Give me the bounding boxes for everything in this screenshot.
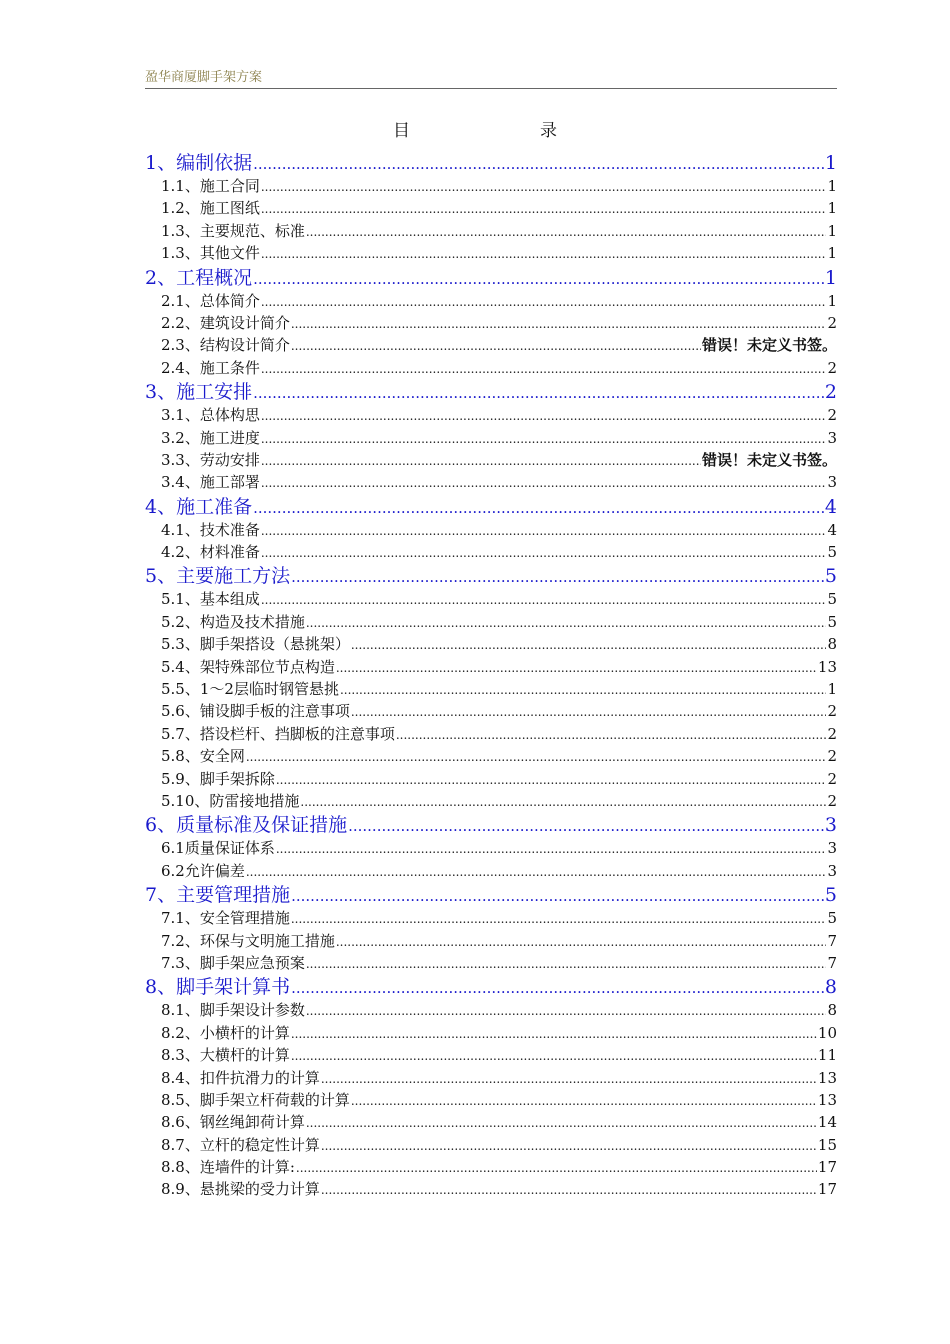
toc-entry-error: 错误！未定义书签。: [701, 336, 837, 355]
toc-entry-label: 2、工程概况: [145, 266, 253, 289]
toc-subsection-entry[interactable]: [145, 907, 837, 929]
toc-section-entry[interactable]: [145, 266, 837, 290]
toc-entry-label: 8.2、小横杆的计算: [161, 1023, 290, 1042]
toc-entry-label: 2.1、总体简介: [161, 291, 260, 310]
toc-entry-label: 8.3、大横杆的计算: [161, 1046, 290, 1065]
toc-entry-label: 8.9、悬挑梁的受力计算: [161, 1180, 320, 1199]
toc-entry-label: 1.2、施工图纸: [161, 199, 260, 218]
dot-leader: [261, 589, 827, 611]
toc-entry-page: 7: [827, 953, 837, 972]
dot-leader: [306, 221, 827, 243]
toc-subsection-entry[interactable]: [145, 471, 837, 493]
toc-entry-label: 2.4、施工条件: [161, 358, 260, 377]
toc-subsection-entry[interactable]: [145, 175, 837, 197]
dot-leader: [261, 176, 827, 198]
toc-section-entry[interactable]: [145, 564, 837, 588]
toc-entry-label: 3、施工安排: [145, 381, 253, 404]
dot-leader: [291, 1045, 817, 1067]
toc-subsection-entry[interactable]: [145, 588, 837, 610]
toc-entry-page: 1: [827, 244, 837, 263]
dot-leader: [253, 381, 824, 405]
toc-entry-label: 3.1、总体构思: [161, 406, 260, 425]
dot-leader: [261, 450, 701, 472]
toc-entry-label: 5.9、脚手架拆除: [161, 769, 275, 788]
toc-subsection-entry[interactable]: [145, 999, 837, 1021]
toc-section-entry[interactable]: [145, 495, 837, 519]
toc-entry-label: 5.1、基本组成: [161, 590, 260, 609]
toc-entry-label: 8.5、脚手架立杆荷载的计算: [161, 1090, 350, 1109]
toc-entry-page: 13: [817, 1090, 837, 1109]
toc-entry-page: 8: [827, 1001, 837, 1020]
toc-subsection-entry[interactable]: [145, 633, 837, 655]
table-of-contents: [145, 150, 837, 1201]
dot-leader: [291, 565, 824, 589]
toc-subsection-entry[interactable]: [145, 930, 837, 952]
toc-entry-page: 3: [827, 473, 837, 492]
toc-entry-page: 11: [817, 1046, 837, 1065]
toc-subsection-entry[interactable]: [145, 1089, 837, 1111]
toc-subsection-entry[interactable]: [145, 357, 837, 379]
dot-leader: [261, 520, 827, 542]
toc-section-entry[interactable]: [145, 883, 837, 907]
toc-subsection-entry[interactable]: [145, 790, 837, 812]
dot-leader: [261, 472, 827, 494]
header-title: 盈华商厦脚手架方案: [145, 70, 263, 85]
toc-entry-page: 3: [827, 428, 837, 447]
toc-entry-page: 5: [827, 543, 837, 562]
toc-section-entry[interactable]: [145, 151, 837, 175]
toc-entry-label: 8.8、连墙件的计算:: [161, 1158, 295, 1177]
toc-entry-page: 2: [827, 358, 837, 377]
toc-subsection-entry[interactable]: [145, 745, 837, 767]
dot-leader: [253, 152, 824, 176]
toc-section-entry[interactable]: [145, 975, 837, 999]
toc-entry-page: 5: [824, 565, 837, 588]
toc-entry-label: 1.3、主要规范、标准: [161, 221, 305, 240]
toc-entry-label: 5.3、脚手架搭设（悬挑架）: [161, 635, 350, 654]
toc-entry-label: 8.4、扣件抗滑力的计算: [161, 1068, 320, 1087]
toc-title-right: 录: [540, 121, 557, 141]
toc-entry-label: 8.1、脚手架设计参数: [161, 1001, 305, 1020]
toc-entry-page: 1: [827, 221, 837, 240]
toc-subsection-entry[interactable]: [145, 656, 837, 678]
toc-subsection-entry[interactable]: [145, 449, 837, 471]
dot-leader: [291, 1023, 817, 1045]
toc-entry-label: 5.4、架特殊部位节点构造: [161, 657, 335, 676]
dot-leader: [261, 428, 827, 450]
dot-leader: [261, 542, 827, 564]
toc-entry-page: 4: [827, 520, 837, 539]
toc-subsection-entry[interactable]: [145, 519, 837, 541]
toc-subsection-entry[interactable]: [145, 1044, 837, 1066]
dot-leader: [291, 335, 701, 357]
dot-leader: [336, 657, 817, 679]
toc-subsection-entry[interactable]: [145, 404, 837, 426]
toc-title-left: 目: [393, 121, 410, 141]
dot-leader: [306, 1000, 827, 1022]
toc-subsection-entry[interactable]: [145, 723, 837, 745]
dot-leader: [306, 1112, 817, 1134]
toc-entry-label: 5.8、安全网: [161, 747, 245, 766]
toc-entry-page: 1: [827, 291, 837, 310]
toc-subsection-entry[interactable]: [145, 1156, 837, 1178]
dot-leader: [351, 701, 827, 723]
toc-entry-label: 4.2、材料准备: [161, 543, 260, 562]
dot-leader: [261, 358, 827, 380]
toc-entry-page: 8: [827, 635, 837, 654]
toc-entry-page: 5: [827, 590, 837, 609]
dot-leader: [261, 405, 827, 427]
toc-entry-label: 1.3、其他文件: [161, 244, 260, 263]
dot-leader: [246, 861, 827, 883]
toc-entry-page: 2: [827, 313, 837, 332]
dot-leader: [261, 291, 827, 313]
toc-entry-label: 8、脚手架计算书: [145, 976, 291, 999]
toc-subsection-entry[interactable]: [145, 700, 837, 722]
toc-subsection-entry[interactable]: [145, 1067, 837, 1089]
toc-entry-page: 10: [817, 1023, 837, 1042]
toc-entry-page: 17: [817, 1158, 837, 1177]
toc-entry-error: 错误！未定义书签。: [701, 450, 837, 469]
toc-entry-page: 2: [824, 381, 837, 404]
toc-subsection-entry[interactable]: [145, 678, 837, 700]
toc-entry-label: 3.3、劳动安排: [161, 450, 260, 469]
toc-entry-page: 2: [827, 769, 837, 788]
toc-entry-page: 3: [827, 839, 837, 858]
toc-subsection-entry[interactable]: [145, 1022, 837, 1044]
toc-entry-page: 4: [824, 495, 837, 518]
toc-subsection-entry[interactable]: [145, 837, 837, 859]
toc-entry-label: 5.6、铺设脚手板的注意事项: [161, 702, 350, 721]
toc-subsection-entry[interactable]: [145, 220, 837, 242]
toc-entry-page: 3: [827, 861, 837, 880]
toc-title: [0, 116, 950, 141]
page-header: [145, 66, 837, 89]
toc-subsection-entry[interactable]: [145, 952, 837, 974]
toc-entry-label: 1.1、施工合同: [161, 177, 260, 195]
toc-entry-label: 1、编制依据: [145, 152, 253, 174]
dot-leader: [321, 1068, 817, 1090]
toc-entry-label: 7.3、脚手架应急预案: [161, 953, 305, 972]
toc-entry-label: 7.2、环保与文明施工措施: [161, 931, 335, 950]
toc-entry-label: 5.7、搭设栏杆、挡脚板的注意事项: [161, 724, 395, 743]
toc-subsection-entry[interactable]: [145, 1178, 837, 1200]
toc-entry-page: 2: [827, 791, 837, 810]
toc-entry-page: 2: [827, 747, 837, 766]
dot-leader: [351, 634, 827, 656]
dot-leader: [261, 198, 827, 220]
dot-leader: [291, 908, 827, 930]
toc-entry-page: 7: [827, 931, 837, 950]
toc-subsection-entry[interactable]: [145, 427, 837, 449]
toc-entry-page: 1: [827, 177, 837, 195]
toc-entry-label: 6.2允许偏差: [161, 861, 245, 880]
dot-leader: [291, 313, 827, 335]
toc-entry-page: 3: [824, 814, 837, 837]
toc-subsection-entry[interactable]: [145, 860, 837, 882]
toc-entry-page: 8: [824, 976, 837, 999]
toc-entry-label: 2.3、结构设计简介: [161, 336, 290, 355]
dot-leader: [300, 791, 826, 813]
toc-entry-page: 5: [827, 612, 837, 631]
dot-leader: [261, 243, 827, 265]
toc-entry-label: 3.4、施工部署: [161, 473, 260, 492]
toc-entry-page: 13: [817, 1068, 837, 1087]
toc-subsection-entry[interactable]: [145, 334, 837, 356]
toc-subsection-entry[interactable]: [145, 1111, 837, 1133]
toc-entry-label: 7、主要管理措施: [145, 884, 291, 907]
dot-leader: [340, 679, 827, 701]
dot-leader: [396, 724, 827, 746]
dot-leader: [321, 1179, 817, 1201]
toc-entry-label: 6.1质量保证体系: [161, 839, 275, 858]
toc-subsection-entry[interactable]: [145, 611, 837, 633]
toc-entry-label: 5、主要施工方法: [145, 565, 291, 588]
dot-leader: [321, 1135, 817, 1157]
toc-subsection-entry[interactable]: [145, 541, 837, 563]
toc-entry-label: 8.6、钢丝绳卸荷计算: [161, 1113, 305, 1132]
toc-entry-page: 2: [827, 406, 837, 425]
dot-leader: [276, 838, 827, 860]
toc-entry-page: 1: [827, 680, 837, 699]
toc-entry-label: 6、质量标准及保证措施: [145, 814, 348, 837]
toc-entry-label: 5.2、构造及技术措施: [161, 612, 305, 631]
toc-subsection-entry[interactable]: [145, 197, 837, 219]
dot-leader: [336, 931, 827, 953]
toc-subsection-entry[interactable]: [145, 768, 837, 790]
toc-entry-label: 2.2、建筑设计简介: [161, 313, 290, 332]
dot-leader: [246, 746, 827, 768]
toc-entry-page: 14: [817, 1113, 837, 1132]
toc-subsection-entry[interactable]: [145, 1134, 837, 1156]
toc-entry-label: 3.2、施工进度: [161, 428, 260, 447]
toc-subsection-entry[interactable]: [145, 312, 837, 334]
toc-subsection-entry[interactable]: [145, 242, 837, 264]
toc-entry-page: 1: [827, 199, 837, 218]
toc-entry-page: 15: [817, 1135, 837, 1154]
dot-leader: [306, 953, 827, 975]
toc-entry-label: 7.1、安全管理措施: [161, 909, 290, 928]
toc-entry-page: 17: [817, 1180, 837, 1199]
dot-leader: [306, 612, 827, 634]
dot-leader: [253, 496, 824, 520]
toc-entry-page: 13: [817, 657, 837, 676]
dot-leader: [351, 1090, 817, 1112]
toc-section-entry[interactable]: [145, 380, 837, 404]
toc-entry-page: 5: [827, 909, 837, 928]
toc-entry-page: 2: [827, 724, 837, 743]
toc-entry-label: 5.10、防雷接地措施: [161, 791, 300, 810]
dot-leader: [276, 769, 827, 791]
toc-entry-page: 1: [824, 266, 837, 289]
dot-leader: [296, 1157, 817, 1179]
dot-leader: [348, 814, 824, 838]
toc-entry-page: 1: [824, 152, 837, 174]
toc-section-entry[interactable]: [145, 813, 837, 837]
toc-entry-label: 5.5、1～2层临时钢管悬挑: [161, 680, 339, 699]
toc-subsection-entry[interactable]: [145, 290, 837, 312]
toc-entry-page: 5: [824, 884, 837, 907]
dot-leader: [253, 267, 824, 291]
dot-leader: [291, 884, 824, 908]
dot-leader: [291, 976, 824, 1000]
toc-entry-label: 8.7、立杆的稳定性计算: [161, 1135, 320, 1154]
toc-entry-label: 4.1、技术准备: [161, 520, 260, 539]
toc-entry-page: 2: [827, 702, 837, 721]
toc-entry-label: 4、施工准备: [145, 495, 253, 518]
